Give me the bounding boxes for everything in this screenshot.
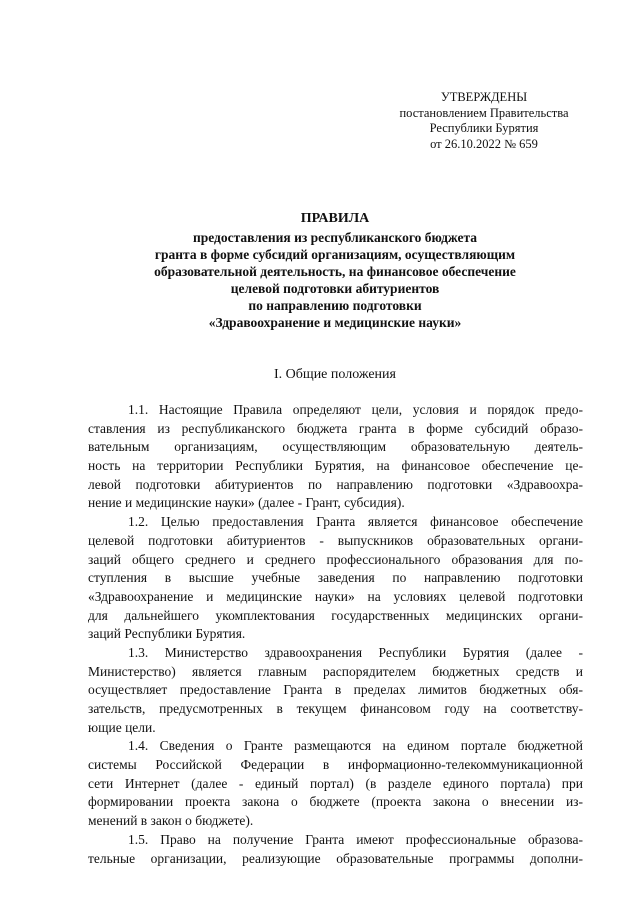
approval-stamp (378, 90, 590, 152)
title-line: целевой подготовки абитуриентов (230, 281, 440, 296)
paragraph-line: менений в закон о бюджете). (88, 813, 254, 829)
paragraph-line: целевой подготовки абитуриентов - выпускников образовательных органи- (88, 532, 583, 548)
title-line: предоставления из республиканского бюджета (192, 230, 478, 245)
paragraph-line: для дальнейшего укомплектования государственных медицинских органи- (88, 607, 583, 623)
approval-line-date: от 26.10.2022 № 659 (430, 136, 538, 151)
paragraph-line: Министерство) является главным распорядителем бюджетных средств и (88, 663, 583, 679)
title-line: гранта в форме субсидий организациям, осуществляющим (154, 247, 516, 262)
paragraph-line: зательств, предусмотренных в текущем финансовом году на соответству- (88, 701, 583, 716)
paragraph-line: 1.2. Целью предоставления Гранта является финансовое обеспечение (128, 514, 583, 530)
paragraph-3 (88, 644, 583, 737)
paragraph-4 (88, 737, 583, 830)
approval-line-approved: УТВЕРЖДЕНЫ (440, 90, 528, 104)
paragraph-line: формировании проекта закона о бюджете (проекта закона о внесении из- (88, 794, 583, 810)
document-body (88, 401, 583, 868)
paragraph-line: вательным организациям, осуществляющим образовательную деятель- (88, 439, 583, 455)
paragraph-line: ставления из республиканского бюджета гранта в форме субсидий образо- (88, 420, 583, 436)
document-title (130, 210, 540, 331)
paragraph-1 (88, 401, 583, 513)
paragraph-line: ступления в высшие учебные заведения по направлению подготовки (88, 570, 583, 586)
approval-line-republic: Республики Бурятия (429, 121, 539, 135)
paragraph-line: 1.1. Настоящие Правила определяют цели, условия и порядок предо- (128, 402, 583, 417)
paragraph-line: 1.5. Право на получение Гранта имеют профессиональные образова- (128, 831, 583, 847)
title-line: «Здравоохранение и медицинские науки» (208, 315, 462, 330)
paragraph-line: ющие цели. (88, 719, 156, 735)
paragraph-line: левой подготовки абитуриентов по направлению подготовки «Здравоохра- (88, 476, 583, 492)
paragraph-line: ность на территории Республики Бурятия, на финансовое обеспечение це- (88, 458, 583, 474)
title-line: образовательной деятельность, на финансовое обеспечение (154, 264, 516, 279)
paragraph-line: 1.4. Сведения о Гранте размещаются на едином портале бюджетной (128, 738, 583, 754)
paragraph-line: сети Интернет (далее - единый портал) (в разделе единого портала) при (88, 775, 583, 791)
paragraph-line: тельные организации, реализующие образовательные программы дополни- (88, 850, 583, 866)
paragraph-line: системы Российской Федерации в информационно-телекоммуникационной (88, 757, 583, 773)
paragraph-line: 1.3. Министерство здравоохранения Республики Бурятия (далее - (128, 644, 583, 660)
title-main: ПРАВИЛА (300, 211, 370, 226)
paragraph-2 (88, 513, 583, 644)
paragraph-5 (88, 831, 583, 868)
paragraph-line: нение и медицинские науки» (далее - Грант, субсидия). (88, 495, 405, 511)
title-line: по направлению подготовки (248, 298, 422, 313)
paragraph-line: заций общего среднего и среднего профессионального образования для по- (88, 551, 583, 567)
paragraph-line: заций Республики Бурятия. (88, 626, 246, 642)
paragraph-line: «Здравоохранение и медицинские науки» на условиях целевой подготовки (88, 588, 583, 604)
approval-line-resolution: постановлением Правительства (399, 105, 569, 120)
paragraph-line: осуществляет предоставление Гранта в пределах лимитов бюджетных обя- (88, 682, 583, 698)
section-heading: I. Общие положения (274, 367, 396, 382)
